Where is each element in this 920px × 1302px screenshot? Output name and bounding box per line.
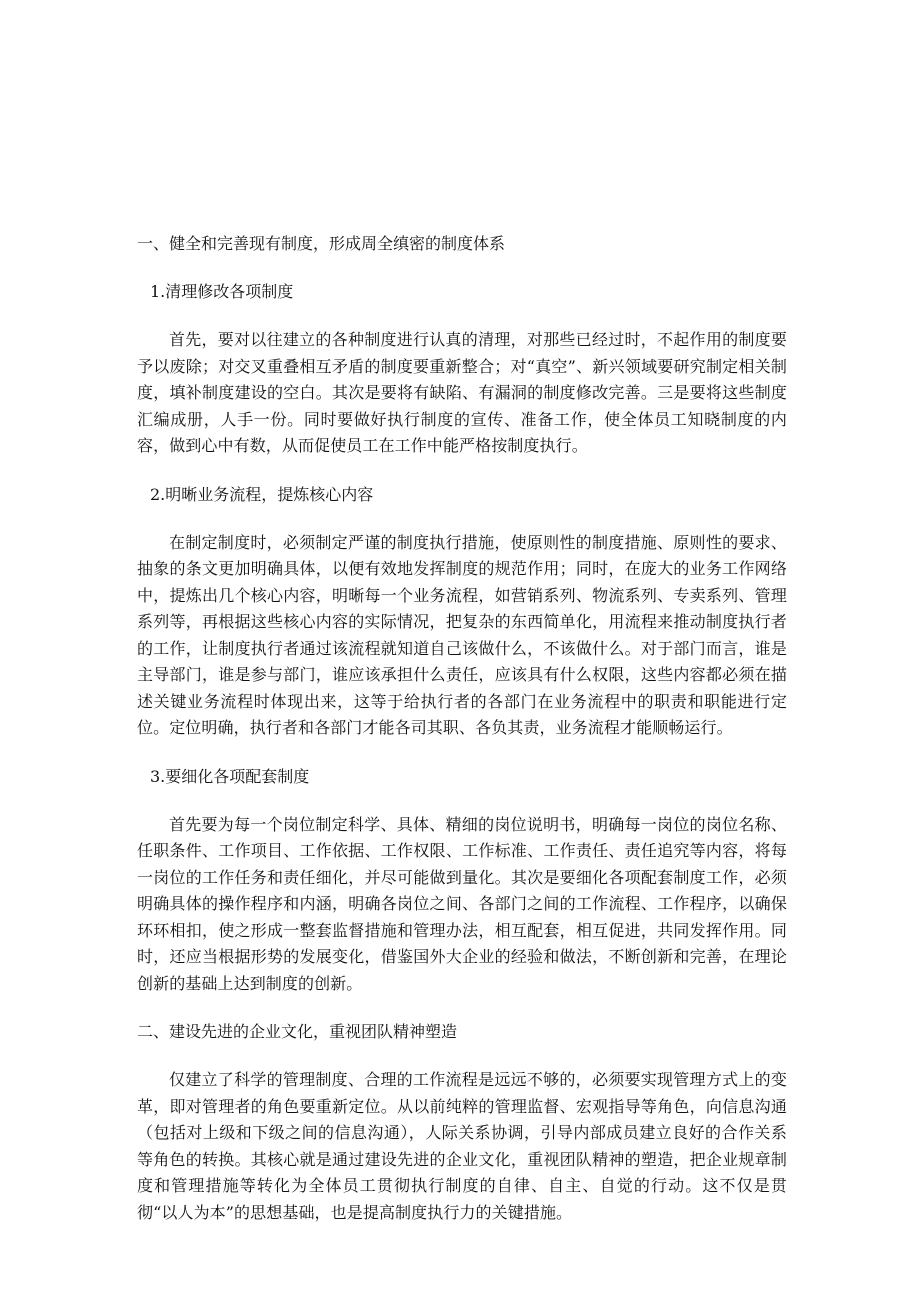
document-body xyxy=(137,231,787,1248)
subsection-heading-2: 2.明晰业务流程，提炼核心内容 xyxy=(150,484,374,504)
section-heading-2: 二、建设先进的企业文化，重视团队精神塑造 xyxy=(137,1022,458,1041)
paragraph-4: 仅建立了科学的管理制度、合理的工作流程是远远不够的，必须要实现管理方式上的变革，即对管理者的角色要重新定位。从以前纯粹的管理监督、宏观指导等角色，向信息沟通（包括对上级和下级之间的信息沟通），人际关系协调，引导内部成员建立良好的合作关系等角色的转换。其核心就是通过建设先进的企业文化，重视团队精神的塑造，把企业规章制度和管理措施等转化为全体员工贯彻执行制度的自律、自主、自觉的行动。这不仅是贯彻“以人为本”的思想基础，也是提高制度执行力的关键措施。 xyxy=(137,1070,787,1222)
paragraph-3: 首先要为每一个岗位制定科学、具体、精细的岗位说明书，明确每一岗位的岗位名称、任职条件、工作项目、工作依据、工作权限、工作标准、工作责任、责任追究等内容，将每一岗位的工作任务和责任细化，并尽可能做到量化。其次是要细化各项配套制度工作，必须明确具体的操作程序和内涵，明确各岗位之间、各部门之间的工作流程、工作程序，以确保环环相扣，使之形成一整套监督措施和管理办法，相互配套，相互促进，共同发挥作用。同时，还应当根据形势的发展变化，借鉴国外大企业的经验和做法，不断创新和完善，在理论创新的基础上达到制度的创新。 xyxy=(137,814,787,993)
subsection-heading-3: 3.要细化各项配套制度 xyxy=(150,766,310,786)
paragraph-2: 在制定制度时，必须制定严谨的制度执行措施，使原则性的制度措施、原则性的要求、抽象的条文更加明确具体，以便有效地发挥制度的规范作用；同时，在庞大的业务工作网络中，提炼出几个核心内容，明晰每一个业务流程，如营销系列、物流系列、专卖系列、管理系列等，再根据这些核心内容的实际情况，把复杂的东西简单化，用流程来推动制度执行者的工作，让制度执行者通过该流程就知道自己该做什么，不该做什么。对于部门而言，谁是主导部门，谁是参与部门，谁应该承担什么责任，应该具有什么权限，这些内容都必须在描述关键业务流程时体现出来，这等于给执行者的各部门在业务流程中的职责和职能进行定位。定位明确，执行者和各部门才能各司其职、各负其责，业务流程才能顺畅运行。 xyxy=(137,532,787,737)
section-heading-1: 一、健全和完善现有制度，形成周全缜密的制度体系 xyxy=(137,234,506,253)
paragraph-1: 首先，要对以往建立的各种制度进行认真的清理，对那些已经过时，不起作用的制度要予以废除；对交叉重叠相互矛盾的制度要重新整合；对“真空”、新兴领域要研究制定相关制度，填补制度建设的空白。其次是要将有缺陷、有漏洞的制度修改完善。三是要将这些制度汇编成册，人手一份。同时要做好执行制度的宣传、准备工作，使全体员工知晓制度的内容，做到心中有数，从而促使员工在工作中能严格按制度执行。 xyxy=(137,330,787,455)
subsection-heading-1: 1.清理修改各项制度 xyxy=(150,282,294,301)
